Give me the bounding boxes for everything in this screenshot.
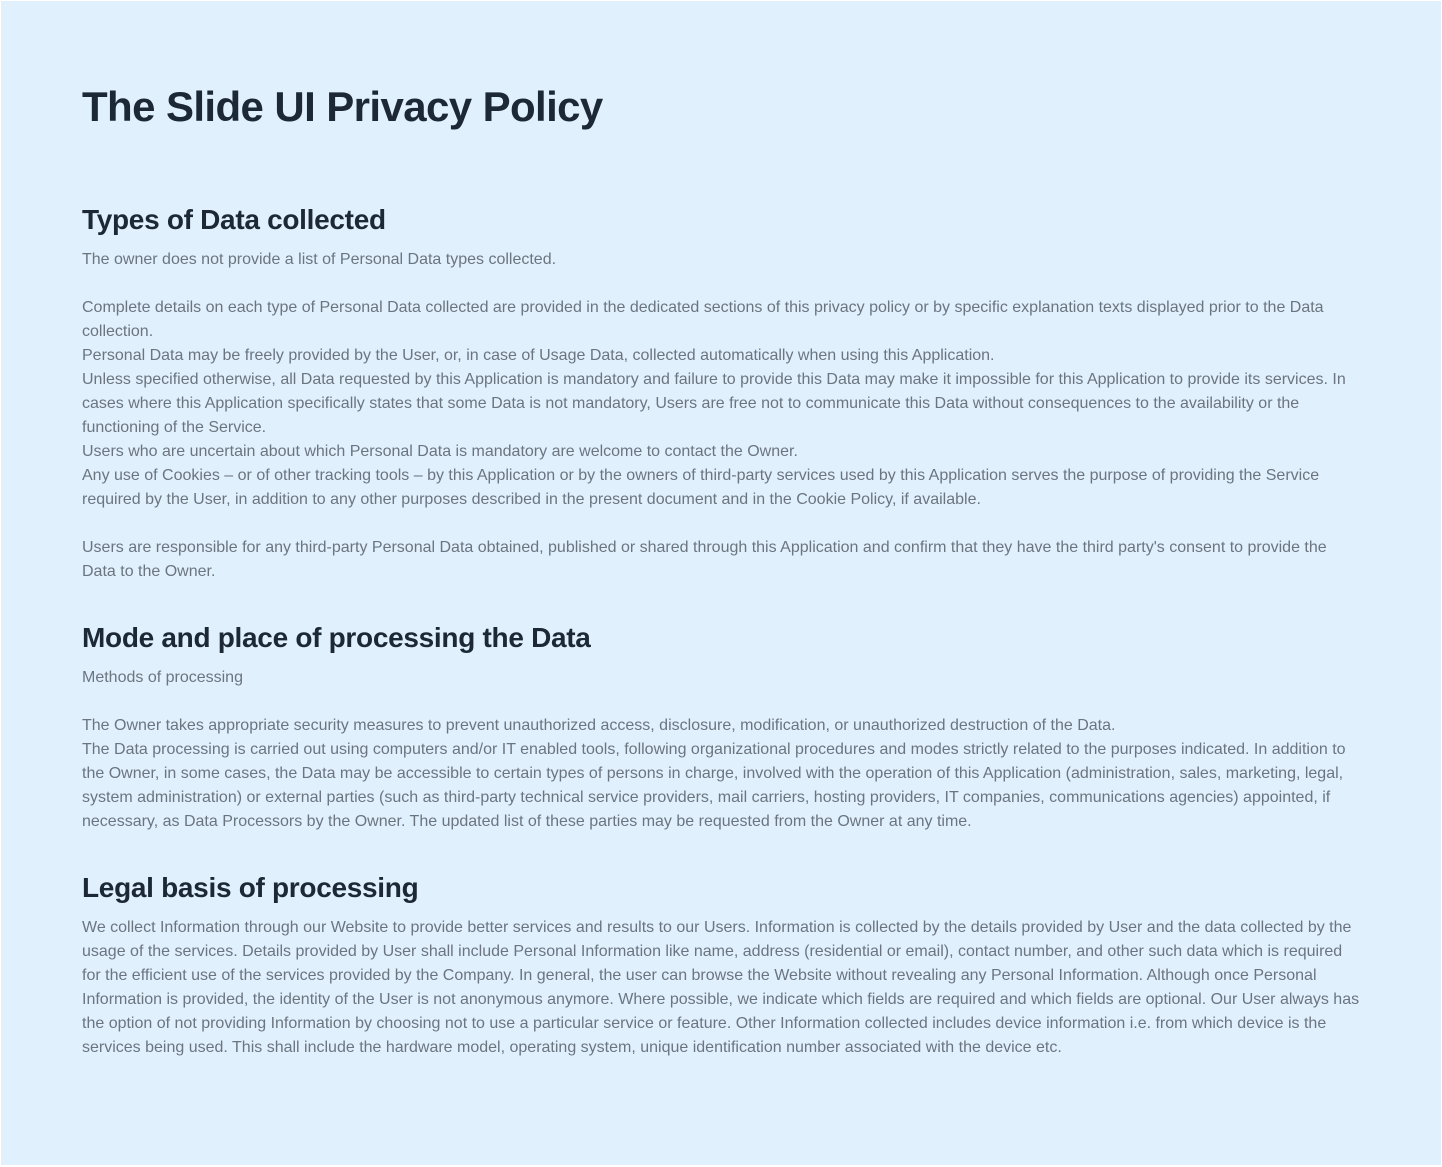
paragraph: We collect Information through our Website to provide better services and results to our Users. Information is collected by the details provided by User and the data collected by the usage of the services. Details provided by User shall include Personal Information like name, address (residential or email), contact number, and other such data which is required for the efficient use of the services provided by the Company. In general, the user can browse the Website without revealing any Personal Information. Although once Personal Information is provided, the identity of the User is not anonymous anymore. Where possible, we indicate which fields are required and which fields are optional. Our User always has the option of not providing Information by choosing not to use a particular service or feature. Other Information collected includes device information i.e. from which device is the services being used. This shall include the hardware model, operating system, unique identification number associated with the device etc. [82, 919, 1360, 1056]
paragraph: The Owner takes appropriate security measures to prevent unauthorized access, disclosure, modification, or unauthorized destruction of the Data. [82, 717, 1116, 734]
section-types-of-data [82, 202, 1362, 584]
paragraph: Users are responsible for any third-party Personal Data obtained, published or shared through this Application and confirm that they have the third party's consent to provide the Data to the Owner. [82, 539, 1327, 580]
paragraph: Complete details on each type of Personal Data collected are provided in the dedicated sections of this privacy policy or by specific explanation texts displayed prior to the Data collection. [82, 299, 1324, 340]
privacy-policy-page [1, 1, 1441, 1165]
policy-content [82, 81, 1362, 1060]
paragraph: Any use of Cookies – or of other tracking tools – by this Application or by the owners of third-party services used by this Application serves the purpose of providing the Service required by the User, in addition to any other purposes described in the present document and in the Cookie Policy, if available. [82, 467, 1320, 508]
section-heading: Mode and place of processing the Data [82, 622, 591, 653]
section-heading: Types of Data collected [82, 204, 386, 235]
paragraph: Personal Data may be freely provided by the User, or, in case of Usage Data, collected automatically when using this Application. [82, 347, 995, 364]
section-legal-basis [82, 870, 1362, 1060]
page-title: The Slide UI Privacy Policy [82, 83, 603, 130]
paragraph: The Data processing is carried out using computers and/or IT enabled tools, following organizational procedures and modes strictly related to the purposes indicated. In addition to the Owner, in some cases, the Data may be accessible to certain types of persons in charge, involved with the operation of this Application (administration, sales, marketing, legal, system administration) or external parties (such as third-party technical service providers, mail carriers, hosting providers, IT companies, communications agencies) appointed, if necessary, as Data Processors by the Owner. The updated list of these parties may be requested from the Owner at any time. [82, 741, 1346, 830]
paragraph: Users who are uncertain about which Personal Data is mandatory are welcome to contact the Owner. [82, 443, 798, 460]
section-mode-and-place [82, 620, 1362, 834]
section-heading: Legal basis of processing [82, 872, 419, 903]
paragraph: Unless specified otherwise, all Data requested by this Application is mandatory and failure to provide this Data may make it impossible for this Application to provide its services. In cases where this Application specifically states that some Data is not mandatory, Users are free not to communicate this Data without consequences to the availability or the functioning of the Service. [82, 371, 1346, 436]
paragraph: Methods of processing [82, 669, 243, 686]
paragraph: The owner does not provide a list of Personal Data types collected. [82, 251, 557, 268]
